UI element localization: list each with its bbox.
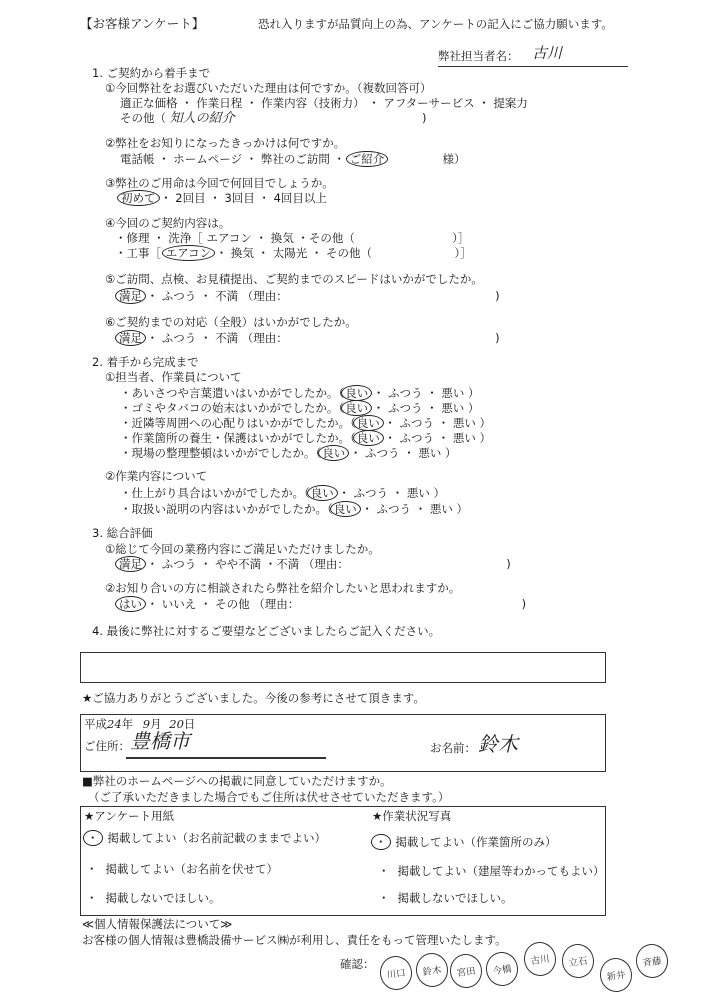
s2-heading: 2. 着手から完成まで <box>92 355 199 369</box>
s1-q2-selected: ご紹介 <box>346 151 389 167</box>
confirm-stamp: 今橋 <box>484 950 520 988</box>
s1-q3-options <box>120 192 327 205</box>
date-era: 平成 <box>84 717 107 731</box>
address-value: 豊橋市 <box>130 729 190 753</box>
s1-q4-line2-close: ）］ <box>454 246 472 260</box>
s2-q1: ①担当者、作業員について <box>105 370 242 384</box>
s1-q5-option-list: ・ ふつう ・ 不満 （理由： <box>146 289 288 303</box>
publish-left-option-2[interactable] <box>86 863 278 876</box>
staff-underline <box>438 66 628 67</box>
s1-q1-other-value: 知人の紹介 <box>169 111 235 126</box>
s2-row <box>120 487 445 500</box>
publish-left-label: 掲載してよい（お名前を伏せて） <box>105 862 278 876</box>
s2-row-options: ・ ふつう ・ 悪い ） <box>361 502 469 516</box>
s1-q2-suffix: 様） <box>442 152 466 166</box>
s3-q2-close: ) <box>521 597 527 611</box>
confirm-label: 確認： <box>340 957 375 971</box>
s2-row-selected: 良い <box>353 415 384 431</box>
s2-row-options: ・ ふつう ・ 悪い ） <box>372 386 480 400</box>
s2-row-question: ・近隣等周囲への心配りはいかがでしたか。（ <box>120 416 356 430</box>
s1-q5-close: ) <box>495 289 500 303</box>
s1-q2: ②弊社をお知りになったきっかけは何ですか。 <box>105 136 346 150</box>
s3-q2: ②お知り合いの方に相談されたら弊社を紹介したいと思われますか。 <box>105 581 461 595</box>
publish-right-label: 掲載してよい（作業箇所のみ） <box>395 835 557 849</box>
s2-row <box>120 432 491 445</box>
publish-right-title: ★作業状況写真 <box>372 809 452 823</box>
s2-row <box>120 402 479 415</box>
s2-row-selected: 良い <box>341 385 372 401</box>
s1-q4-line2 <box>115 247 472 260</box>
publish-left-check: ・ <box>83 830 103 846</box>
s1-q5: ⑤ご訪問、点検、お見積提出、ご契約までのスピードはいかがでしたか。 <box>105 272 483 286</box>
date-year-label: 年 <box>121 717 134 731</box>
s1-q6: ⑥ご契約までの対応（全般）はいかがでしたか。 <box>105 315 357 329</box>
s1-q1-close: ) <box>421 111 427 125</box>
s1-q2-options <box>120 153 466 166</box>
publish-left-option-3[interactable] <box>86 892 221 905</box>
s1-q1-other-label: その他（ <box>120 111 166 125</box>
confirm-stamp: 宮田 <box>448 952 484 990</box>
s2-row-selected: 良い <box>330 501 361 517</box>
s2-row-selected: 良い <box>353 430 384 446</box>
s1-q4: ④今回のご契約内容は。 <box>105 216 231 230</box>
s1-heading: 1. ご契約から着手まで <box>92 66 211 80</box>
s1-q6-close: ) <box>495 331 500 345</box>
s1-q3-selected: 初めて <box>117 190 160 206</box>
publish-left-label: 掲載してよい（お名前記載のままでよい） <box>107 831 326 845</box>
publish-bullet: ・ <box>378 891 390 905</box>
publish-left-option-1[interactable] <box>86 832 326 845</box>
s2-row-question: ・仕上がり具合はいかがでしたか。（ <box>120 486 310 500</box>
publish-right-option-3[interactable] <box>378 892 513 905</box>
s1-q1-other <box>120 112 426 127</box>
s1-q4-line2-rest: ・ 換気 ・ 太陽光 ・ その他（ <box>215 246 373 260</box>
confirm-stamp: 新井 <box>598 956 634 994</box>
s1-q6-option-list: ・ ふつう ・ 不満 （理由： <box>146 331 288 345</box>
s2-row-options: ・ ふつう ・ 悪い ） <box>384 431 492 445</box>
s3-q1-close: ) <box>506 557 511 571</box>
header-message: 恐れ入りますが品質向上の為、アンケートの記入にご協力願います。 <box>258 17 613 31</box>
publish-bullet: ・ <box>86 891 98 905</box>
s3-heading: 3. 総合評価 <box>92 526 153 540</box>
s2-row-options: ・ ふつう ・ 悪い ） <box>384 416 492 430</box>
s3-q1-option-list: ・ ふつう ・ やや不満 ・不満 （理由： <box>146 557 349 571</box>
s3-q2-selected: はい <box>115 596 146 612</box>
s1-q2-option-list: 電話帳 ・ ホームページ ・ 弊社のご訪問 ・ <box>120 152 346 166</box>
s2-row-options: ・ ふつう ・ 悪い ） <box>338 486 446 500</box>
staff-label: 弊社担当者名： <box>438 49 519 63</box>
confirm-stamp: 立石 <box>560 942 596 980</box>
s4-heading: 4. 最後に弊社に対するご要望などございましたらご記入ください。 <box>92 624 441 638</box>
s3-q1-selected: 満足 <box>115 556 146 572</box>
s2-row <box>120 447 457 460</box>
s2-row-options: ・ ふつう ・ 悪い ） <box>372 401 480 415</box>
survey-title: 【お客様アンケート】 <box>80 16 205 31</box>
s1-q5-selected: 満足 <box>115 288 146 304</box>
publish-right-check: ・ <box>371 834 391 850</box>
s2-row-selected: 良い <box>318 445 349 461</box>
s2-row-question: ・現場の整理整頓はいかがでしたか。（ <box>120 446 322 460</box>
s3-q1-options <box>118 558 511 571</box>
s3-q2-options <box>118 598 526 611</box>
confirm-stamp: 川口 <box>378 954 414 992</box>
s2-row-question: ・ゴミやタバコの始末はいかがでしたか。（ <box>120 401 345 415</box>
confirm-stamp: 鈴木 <box>414 951 450 989</box>
s3-q1: ①総じて今回の業務内容にご満足いただけましたか。 <box>105 542 380 556</box>
publish-right-option-2[interactable] <box>378 865 605 878</box>
s1-q4-selected: エアコン <box>162 245 215 261</box>
confirm-stamp: 古川 <box>522 940 558 978</box>
s2-row <box>120 387 480 400</box>
address-underline <box>126 757 326 759</box>
privacy-title: ≪個人情報保護法について≫ <box>82 917 233 931</box>
name-value: 鈴木 <box>478 732 518 756</box>
publish-bullet: ・ <box>86 862 98 876</box>
date-day: 20 <box>169 717 184 731</box>
s2-row-question: ・あいさつや言葉遣いはいかがでしたか。（ <box>120 386 345 400</box>
s2-row <box>120 417 491 430</box>
s1-q3: ③弊社のご用命は今回で何回目でしょうか。 <box>105 176 334 190</box>
request-textbox[interactable] <box>80 652 606 683</box>
s2-row-selected: 良い <box>307 485 338 501</box>
s2-row-question: ・取扱い説明の内容はいかがでしたか。（ <box>120 502 333 516</box>
publish-right-option-1[interactable] <box>374 836 557 849</box>
privacy-text: お客様の個人情報は豊橋設備サービス㈱が利用し、責任をもって管理いたします。 <box>82 933 507 947</box>
staff-name: 古川 <box>532 44 563 62</box>
s1-q4-line1-close: ）］ <box>452 231 470 245</box>
publish-note: （ご了承いただきました場合でもご住所は伏せさせていただきます。） <box>88 790 450 804</box>
confirm-stamp: 斉藤 <box>634 942 670 980</box>
publish-bullet: ・ <box>378 864 390 878</box>
s1-q6-selected: 満足 <box>115 330 146 346</box>
address-label: ご住所： <box>84 739 130 753</box>
s3-q2-option-list: ・ いいえ ・ その他 （理由： <box>146 597 300 611</box>
s1-q4-line1 <box>115 232 469 245</box>
s2-row <box>120 503 468 516</box>
s1-q4-construction: ・工事［ <box>115 246 161 260</box>
s2-q2: ②作業内容について <box>105 469 208 483</box>
date-year: 24 <box>107 717 122 731</box>
s1-q1-options: 適正な価格 ・ 作業日程 ・ 作業内容（技術力） ・ アフターサービス ・ 提案力 <box>120 96 528 110</box>
publish-left-title: ★アンケート用紙 <box>84 809 175 823</box>
publish-right-label: 掲載しないでほしい。 <box>397 891 513 905</box>
publish-question: ■弊社のホームページへの掲載に同意していただけますか。 <box>82 774 392 788</box>
publish-right-label: 掲載してよい（建屋等わかってもよい） <box>397 864 605 878</box>
s1-q1: ①今回弊社をお選びいただいた理由は何ですか。（複数回答可） <box>105 81 432 95</box>
date-day-label: 日 <box>183 717 196 731</box>
s2-row-options: ・ ふつう ・ 悪い ） <box>349 446 457 460</box>
name-label: お名前： <box>430 741 476 755</box>
s1-q4-repair: ・修理 ・ 洗浄［ エアコン ・ 換気 ・その他（ <box>115 231 355 245</box>
s1-q5-options <box>118 290 500 303</box>
s2-row-question: ・作業箇所の養生・保護はいかがでしたか。（ <box>120 431 356 445</box>
publish-left-label: 掲載しないでほしい。 <box>105 891 221 905</box>
s2-row-selected: 良い <box>341 400 372 416</box>
s1-q3-option-list: ・ 2回目 ・ 3回目 ・ 4回目以上 <box>160 191 327 205</box>
thanks-message: ★ご協力ありがとうございました。今後の参考にさせて頂きます。 <box>82 691 425 705</box>
date-month: 9 <box>142 717 151 731</box>
date-month-label: 月 <box>150 717 162 731</box>
s1-q6-options <box>118 332 500 345</box>
